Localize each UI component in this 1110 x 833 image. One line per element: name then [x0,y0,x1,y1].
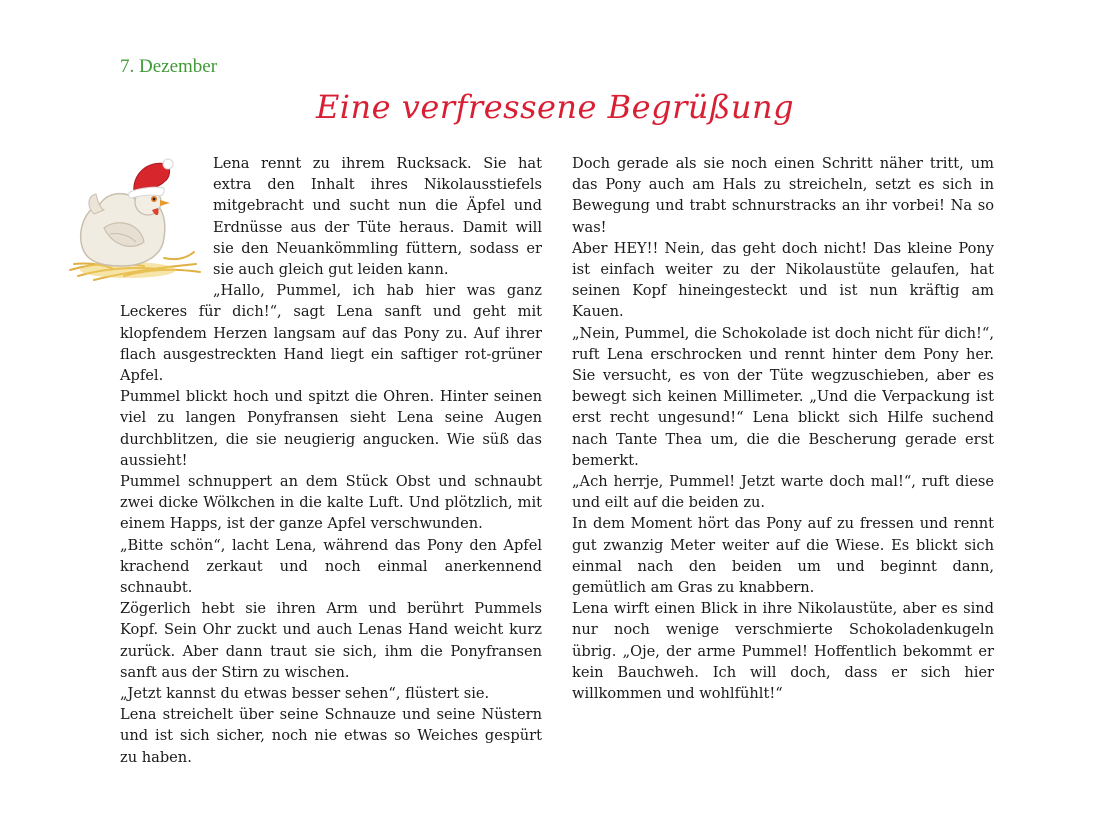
illustration-spacer [120,153,213,281]
story-paragraph: „Nein, Pummel, die Schokolade ist doch nicht für dich!“, ruft Lena erschrocken und rennt hinter dem Pony her. Sie versucht, es von der Tüte wegzuschieben, aber es bewegt sich keinen Millimeter. „Und die Verpackung ist erst recht ungesund!“ Lena blickt sich Hilfe suchend nach Tante Thea um, die die Bescherung gerade erst bemerkt. [572,324,994,469]
story-paragraph: Zögerlich hebt sie ihren Arm und berührt Pummels Kopf. Sein Ohr zuckt und auch Lenas Hand weicht kurz zurück. Aber dann traut sie sich, ihm die Ponyfransen sanft aus der Stirn zu wischen. [120,600,542,681]
story-paragraph: Pummel blickt hoch und spitzt die Ohren. Hinter seinen viel zu langen Ponyfransen sieht Lena seine Augen durchblitzen, die sie neugierig angucken. Wie süß das aussieht! [120,388,542,469]
date-heading: 7. Dezember [120,56,218,77]
story-paragraph: „Bitte schön“, lacht Lena, während das Pony den Apfel krachend zerkaut und noch einmal anerkennend schnaubt. [120,536,542,597]
story-column-left [120,153,542,768]
story-paragraph: Doch gerade als sie noch einen Schritt näher tritt, um das Pony auch am Hals zu streicheln, setzt es sich in Bewegung und trabt schnurstracks an ihr vorbei! Na so was! [572,155,994,236]
story-paragraph: Pummel schnuppert an dem Stück Obst und schnaubt zwei dicke Wölkchen in die kalte Luft. Und plötzlich, mit einem Happs, ist der ganze Apfel verschwunden. [120,473,542,533]
page-title: Eine verfressene Begrüßung [315,88,795,126]
story-paragraph: Lena wirft einen Blick in ihre Nikolaustüte, aber es sind nur noch wenige verschmierte Schokoladenkugeln übrig. „Oje, der arme Pummel! Hoffentlich bekommt er kein Bauchweh. Ich will doch, dass er sich hier willkommen und wohlfühlt!“ [572,600,994,703]
story-column-right [572,153,994,704]
story-paragraph: „Jetzt kannst du etwas besser sehen“, flüstert sie. [120,685,490,703]
story-paragraph: „Hallo, Pummel, ich hab hier was ganz Leckeres für dich!“, sagt Lena sanft und geht mit klopfendem Herzen langsam auf das Pony zu. Auf ihrer flach ausgestreckten Hand liegt ein saftiger rot-grüner Apfel. [120,282,542,385]
story-paragraph: „Ach herrje, Pummel! Jetzt warte doch mal!“, ruft diese und eilt auf die beiden zu. [572,473,994,512]
story-paragraph: Lena rennt zu ihrem Rucksack. Sie hat extra den Inhalt ihres Nikolausstiefels mitgebracht und sucht nun die Äpfel und Erdnüsse aus der Tüte heraus. Damit will sie den Neuankömmling füttern, sodass er sie auch gleich gut leiden kann. [213,155,542,279]
story-paragraph: Aber HEY!! Nein, das geht doch nicht! Das kleine Pony ist einfach weiter zu der Nikolaustüte gelaufen, hat seinen Kopf hineingesteckt und ist nun kräftig am Kauen. [572,239,994,321]
story-paragraph: In dem Moment hört das Pony auf zu fressen und rennt gut zwanzig Meter weiter auf die Wiese. Es blickt sich einmal nach den beiden um und beginnt dann, gemütlich am Gras zu knabbern. [572,515,994,597]
story-paragraph: Lena streichelt über seine Schnauze und seine Nüstern und ist sich sicher, noch nie etwas so Weiches gespürt zu haben. [120,706,542,766]
